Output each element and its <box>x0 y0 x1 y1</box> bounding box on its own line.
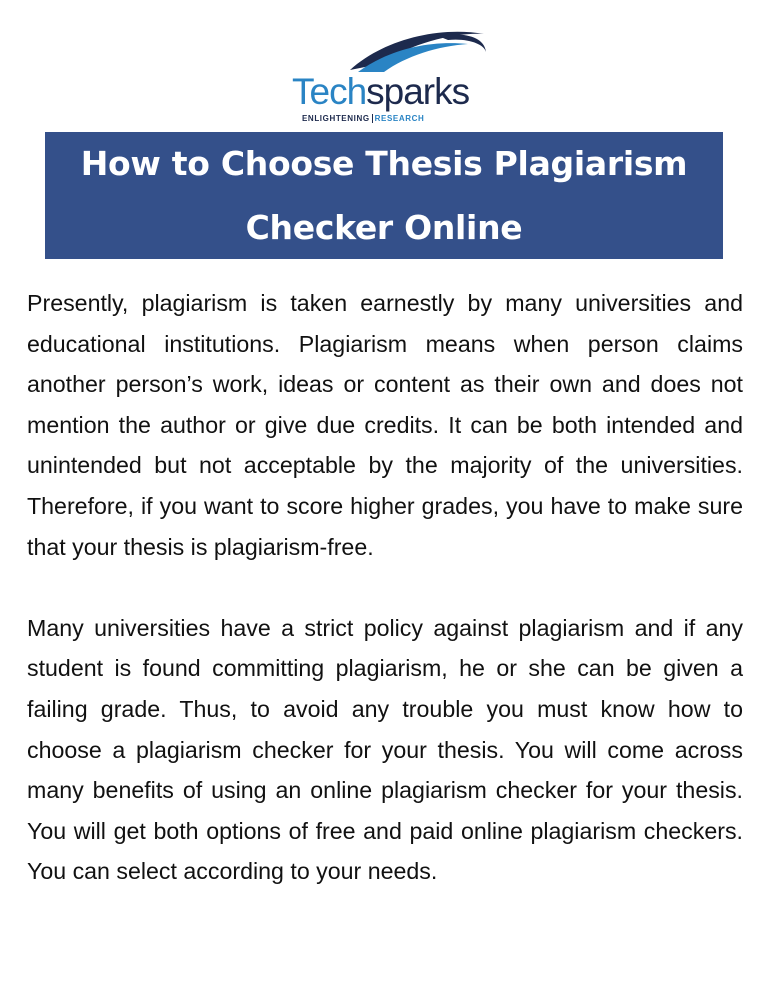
title-banner <box>45 132 723 259</box>
techsparks-logo <box>288 22 488 123</box>
logo-word-part1: Tech <box>292 71 367 112</box>
paragraph-2: Many universities have a strict policy against plagiarism and if any student is found committing plagiarism, he or she can be given a failing grade. Thus, to avoid any trouble you must know how to choose a plagiarism checker for your thesis. You will come across many benefits of using an online plagiarism checker for your thesis. You will get both options of free and paid online plagiarism checkers. You can select according to your needs. <box>27 614 743 885</box>
paragraph-1: Presently, plagiarism is taken earnestly by many universities and educational institutions. Plagiarism means when person claims another person’s work, ideas or content as their own and does not mention the author or give due credits. It can be both intended and unintended but not acceptable by the majority of the universities. Therefore, if you want to score higher grades, you have to make sure that your thesis is plagiarism-free. <box>27 290 743 560</box>
document-body <box>27 283 743 892</box>
logo-wordmark <box>292 72 469 112</box>
logo-tagline-part2: RESEARCH <box>372 114 425 123</box>
logo-tagline-part1: ENLIGHTENING <box>302 114 370 123</box>
logo-word-part2: sparks <box>366 71 470 112</box>
logo-tagline <box>302 114 424 124</box>
page-title: How to Choose Thesis Plagiarism Checker Online <box>80 143 688 247</box>
